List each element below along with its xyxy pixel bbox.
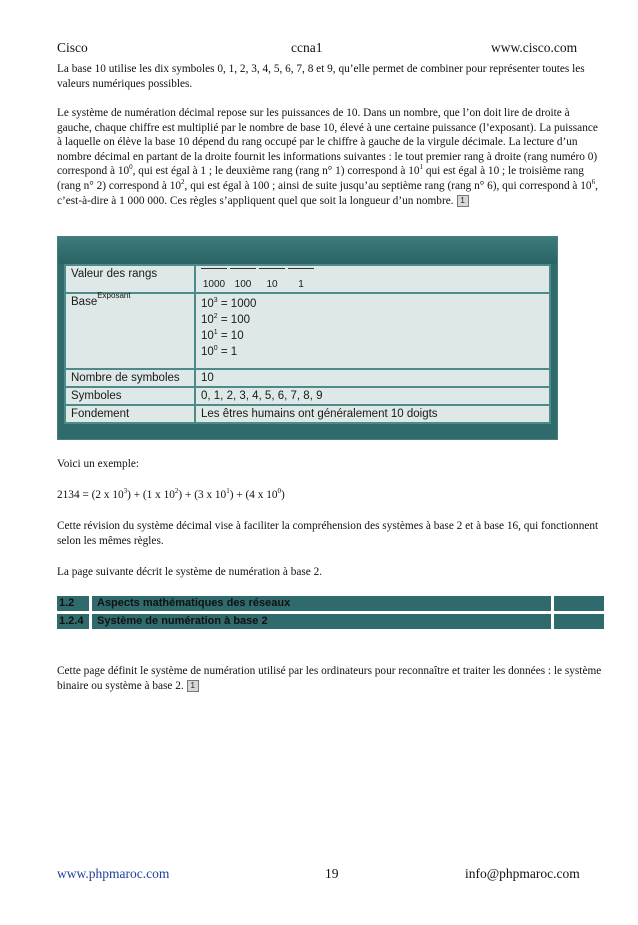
table-row: [65, 387, 550, 405]
rank-value: 1000: [201, 268, 227, 290]
footer-email: info@phpmaroc.com: [465, 866, 580, 881]
symbols-value: 0, 1, 2, 3, 4, 5, 6, 7, 8, 9: [195, 387, 550, 405]
row-label-base: Base$^{Exposant}$: [65, 293, 195, 369]
paragraph-binary-system: Cette page définit le système de numération utilisé par les ordinateurs pour reconnaître et traiter les données : le système binaire ou système à base 2. 1: [57, 665, 602, 692]
figure-marker-icon[interactable]: 1: [457, 195, 469, 207]
section-bar-end: [551, 596, 602, 611]
base-powers: [195, 293, 550, 369]
row-label-symbols: Symboles: [65, 387, 195, 405]
section-number: 1.2: [57, 596, 89, 611]
table-row: [65, 369, 550, 387]
section-bar-1-2: [57, 596, 602, 611]
paragraph-review: Cette révision du système décimal vise à faciliter la compréhension des systèmes à base 2 et à base 16, qui fonctionnent selon les mêmes règles.: [57, 520, 599, 547]
header-left: Cisco: [57, 40, 88, 55]
section-bar-1-2-4: [57, 614, 602, 629]
rank-values: [195, 265, 550, 293]
rank-value: 10: [259, 268, 285, 290]
paragraph-decimal-system: Le système de numération décimal repose sur les puissances de 10. Dans un nombre, que l’on doit lire de droite à gauche, chaque chiffre est multiplié par le nombre de base 10, élevé à une certaine puissance (l’exposant). La puissance à laquelle on élève la base 10 dépend du rang occupé par le chiffre à gauche de la virgule décimale. La lecture d’un nombre décimal en partant de la droite fournit les informations suivantes : le tout premier rang à droite (rang numéro 0) correspond à $10^0$, qui est égal à 1 ; le deuxième rang (rang n° 1) correspond à $10^1$ qui est égal à 10 ; le troisième rang (rang n° 2) correspond à $10^2$, qui est égal à 100 ; ainsi de suite jusqu’au septième rang (rang n° 6), qui correspond à $10^6$, c’est-à-dire à 1 000 000. Ces règles s’appliquent quel que soit la longueur d’un nombre. 1: [57, 107, 598, 207]
footer-website-link[interactable]: www.phpmaroc.com: [57, 866, 170, 881]
section-title: Système de numération à base 2: [89, 614, 604, 629]
example-equation: 2134 = (2 x $10^3) + (1$ x $10^2) + (3$ x $10^1) + (4$ x $10^0$): [57, 487, 285, 501]
row-label-basis: Fondement: [65, 405, 195, 423]
power-line: $10^0 = 1$: [201, 345, 238, 358]
section-title: Aspects mathématiques des réseaux: [89, 596, 604, 611]
section-bar-end: [551, 614, 602, 629]
table-row: [65, 405, 550, 423]
row-label-count: Nombre de symboles: [65, 369, 195, 387]
table-row: [65, 265, 550, 293]
rank-value: 100: [230, 268, 256, 290]
decimal-system-table: [57, 236, 558, 440]
table-row: [65, 293, 550, 369]
basis-value: Les êtres humains ont généralement 10 doigts: [195, 405, 550, 423]
count-value: 10: [195, 369, 550, 387]
header-center: ccna1: [291, 40, 323, 55]
figure-marker-icon[interactable]: 1: [187, 680, 199, 692]
page-number: 19: [325, 866, 339, 881]
power-line: $10^2 = 100$: [201, 313, 250, 326]
section-number: 1.2.4: [57, 614, 89, 629]
paragraph-base10-symbols: La base 10 utilise les dix symboles 0, 1, 2, 3, 4, 5, 6, 7, 8 et 9, qu’elle permet de combiner pour représenter toutes les valeurs numériques possibles.: [57, 63, 585, 90]
paragraph-next-page: La page suivante décrit le système de numération à base 2.: [57, 566, 323, 578]
power-line: $10^1 = 10$: [201, 329, 244, 342]
table-header-band: [58, 237, 557, 264]
power-line: $10^3 = 1000$: [201, 297, 257, 310]
decimal-table: [64, 264, 551, 424]
example-intro: Voici un exemple:: [57, 458, 139, 470]
row-label-ranks: Valeur des rangs: [65, 265, 195, 293]
rank-value: 1: [288, 268, 314, 290]
header-right: www.cisco.com: [491, 40, 578, 55]
